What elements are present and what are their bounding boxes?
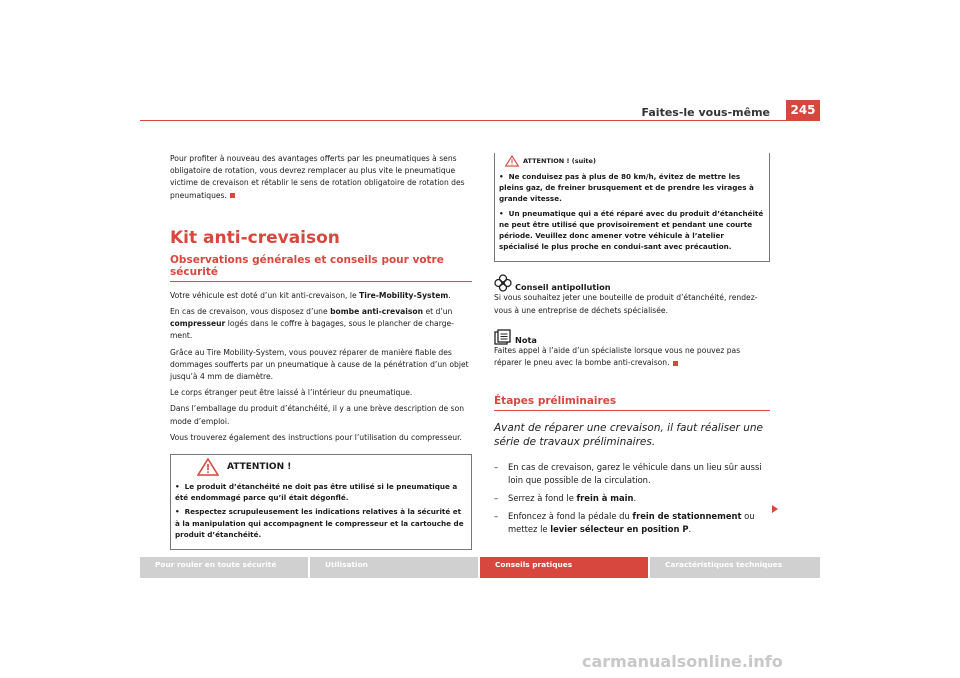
paragraph-2: En cas de crevaison, vous disposez d’une bombe anti-crevaison et d’un compresseur logés dans le coffre à bagages, sous le plancher de charge-ment. bbox=[170, 307, 454, 341]
right-column bbox=[494, 153, 770, 541]
section-title: Kit anti-crevaison bbox=[170, 227, 340, 248]
footer-tab-safety[interactable]: Pour rouler en toute sécurité bbox=[140, 557, 308, 578]
intro-paragraph: Pour profiter à nouveau des avantages offerts par les pneumatiques à sens obligatoire de rotation, vous devrez remplacer au plus vite le pneumatique victime de crevaison et rétablir le sens de rotation obligatoire de rotation des pneumatiques. bbox=[170, 154, 465, 200]
end-marker-icon bbox=[673, 361, 678, 366]
warning-header: ATTENTION ! bbox=[171, 455, 471, 479]
footer-tab-usage[interactable]: Utilisation bbox=[310, 557, 478, 578]
warning-header-continued: ATTENTION ! (suite) bbox=[495, 153, 769, 169]
step-1: – En cas de crevaison, garez le véhicule dans un lieu sûr aussi loin que possible de la circulation. bbox=[494, 462, 762, 486]
end-marker-icon bbox=[230, 193, 235, 198]
warning-item-3: • Ne conduisez pas à plus de 80 km/h, évitez de mettre les pleins gaz, de freiner brusquement et de prendre les virages à grande vitesse. bbox=[499, 172, 754, 204]
env-tip-text: Si vous souhaitez jeter une bouteille de produit d’étanchéité, rendez-vous à une entreprise de déchets spécialisée. bbox=[494, 293, 758, 315]
warning-item-1: • Le produit d’étanchéité ne doit pas être utilisé si le pneumatique a été endommagé parce qu’il était dégonflé. bbox=[175, 482, 458, 503]
step-2: – Serrez à fond le frein à main. bbox=[494, 493, 637, 504]
flower-icon bbox=[494, 274, 512, 292]
footer-tab-technical-specs[interactable]: Caractéristiques techniques bbox=[650, 557, 820, 578]
running-header-title: Faites-le vous-même bbox=[641, 106, 770, 119]
footer-tab-practical-tips[interactable]: Conseils pratiques bbox=[480, 557, 648, 578]
header-rule bbox=[140, 120, 820, 121]
warning-body bbox=[171, 479, 471, 549]
subsection-title: Observations générales et conseils pour votre sécurité bbox=[170, 254, 472, 282]
steps-intro: Avant de réparer une crevaison, il faut réaliser une série de travaux préliminaires. bbox=[494, 422, 763, 449]
subsection-title-steps: Étapes préliminaires bbox=[494, 395, 770, 411]
warning-box-continued bbox=[494, 153, 770, 262]
warning-item-2: • Respectez scrupuleusement les indications relatives à la sécurité et à la manipulation qui accompagnent le compresseur et la cartouche de produit d’étanchéité. bbox=[175, 507, 464, 539]
page-number: 245 bbox=[786, 100, 820, 120]
left-column bbox=[170, 153, 472, 550]
env-tip-title: Conseil antipollution bbox=[494, 274, 770, 292]
watermark: carmanualsonline.info bbox=[582, 652, 783, 671]
paragraph-5: Dans l’emballage du produit d’étanchéité, il y a une brève description de son mode d’emploi. bbox=[170, 404, 465, 426]
warning-item-4: • Un pneumatique qui a été réparé avec du produit d’étanchéité ne peut être utilisé que provisoirement et pendant une courte période. Veuillez donc amener votre véhicule à l’atelier spécialisé le plus proche en condui-sant avec précaution. bbox=[499, 208, 764, 252]
note-title: Nota bbox=[494, 329, 770, 345]
paragraph-6: Vous trouverez également des instructions pour l’utilisation du compresseur. bbox=[170, 432, 462, 442]
paragraph-4: Le corps étranger peut être laissé à l’intérieur du pneumatique. bbox=[170, 388, 413, 398]
next-page-arrow-icon bbox=[772, 505, 778, 513]
note-text: Faites appel à l’aide d’un spécialiste lorsque vous ne pouvez pas réparer le pneu avec la bombe anti-crevaison. bbox=[494, 345, 741, 368]
paragraph-3: Grâce au Tire Mobility-System, vous pouvez réparer de manière fiable des dommages soufferts par un pneumatique à cause de la pénétration d’un objet jusqu’à 4 mm de diamètre. bbox=[170, 347, 469, 382]
warning-box bbox=[170, 454, 472, 550]
step-3: – Enfoncez à fond la pédale du frein de stationnement ou mettez le levier sélecteur en position P. bbox=[494, 511, 755, 535]
warning-triangle-icon bbox=[505, 155, 519, 167]
paragraph-1: Votre véhicule est doté d’un kit anti-crevaison, le Tire-Mobility-System. bbox=[170, 290, 451, 300]
warning-body-continued bbox=[495, 169, 769, 261]
note-icon bbox=[494, 329, 512, 345]
warning-triangle-icon bbox=[197, 458, 219, 476]
